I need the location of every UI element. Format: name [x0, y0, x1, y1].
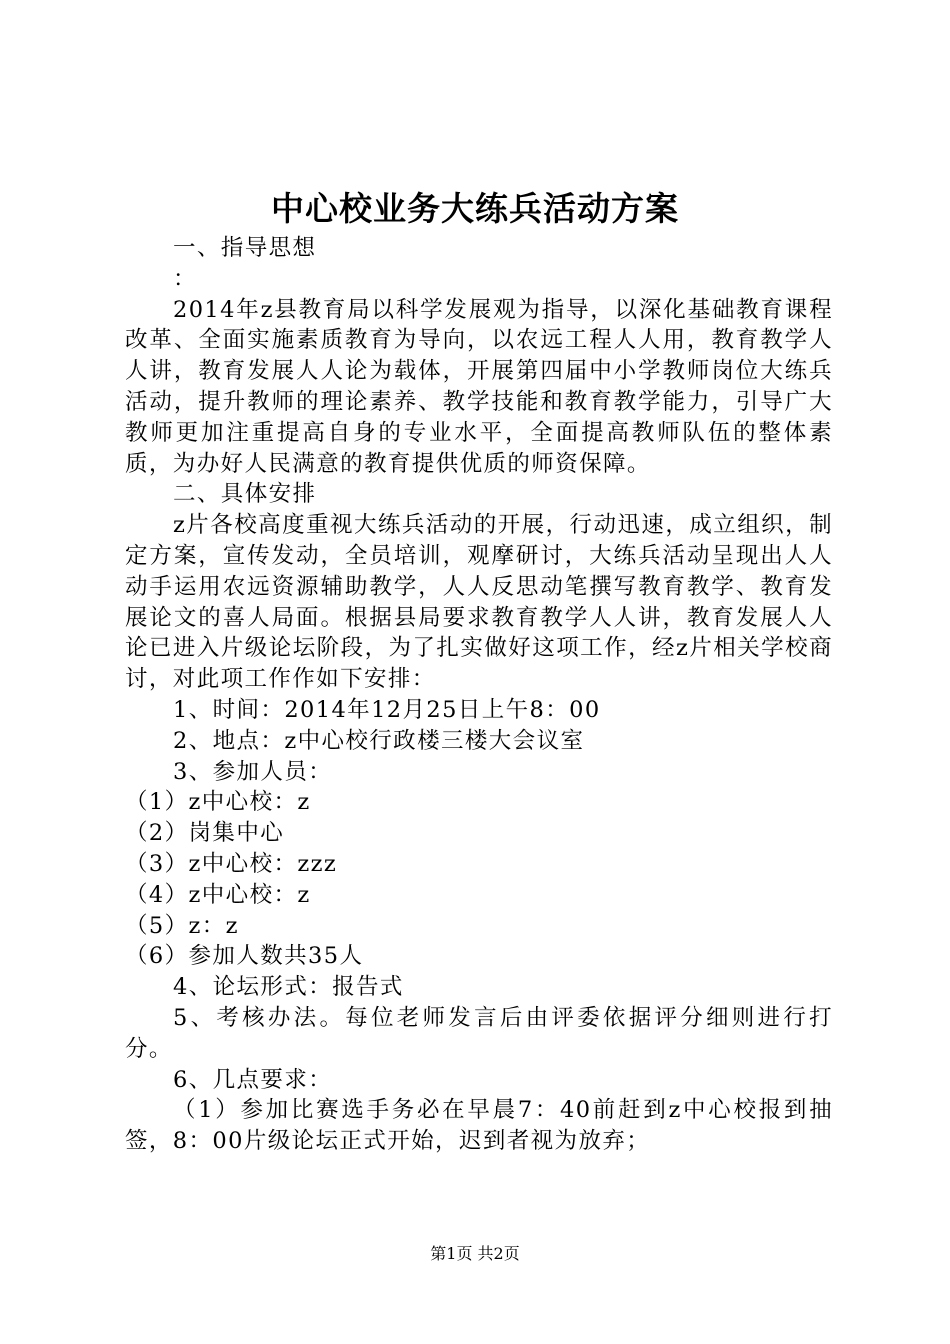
- item-assessment: 5、考核办法。每位老师发言后由评委依据评分细则进行打分。: [125, 1004, 833, 1062]
- item-requirements: 6、几点要求：: [173, 1066, 333, 1093]
- item-time: 1、时间：2014年12月25日上午8：00: [173, 696, 601, 723]
- participant-item-5: （5）z：z: [125, 912, 239, 939]
- section-heading-arrangement: 二、具体安排: [173, 481, 317, 508]
- section-heading-guiding-ideology: 一、指导思想: [173, 235, 317, 261]
- document-title: 中心校业务大练兵活动方案: [271, 189, 679, 228]
- participant-item-2: （2）岗集中心: [125, 820, 285, 847]
- paragraph-arrangement: z片各校高度重视大练兵活动的开展，行动迅速，成立组织，制定方案，宣传发动，全员培训，观摩研讨，大练兵活动呈现出人人动手运用农远资源辅助教学，人人反思动笔撰写教育教学、教育发展论文的喜人局面。根据县局要求教育教学人人讲，教育发展人人论已进入片级论坛阶段，为了扎实做好这项工作，经z片相关学校商讨，对此项工作作如下安排：: [125, 512, 833, 693]
- colon-line: ：: [173, 265, 197, 292]
- item-location: 2、地点：z中心校行政楼三楼大会议室: [173, 727, 585, 754]
- requirement-item-1: （1）参加比赛选手务必在早晨7：40前赶到z中心校报到抽签，8：00片级论坛正式开始，迟到者视为放弃；: [125, 1097, 833, 1155]
- item-participants: 3、参加人员：: [173, 758, 333, 785]
- participant-item-6: （6）参加人数共35人: [125, 943, 364, 970]
- participant-item-3: （3）z中心校：zzz: [125, 850, 338, 877]
- document-body: [125, 233, 833, 1157]
- item-forum-format: 4、论坛形式：报告式: [173, 974, 404, 1001]
- paragraph-guiding-ideology: 2014年z县教育局以科学发展观为指导，以深化基础教育课程改革、全面实施素质教育为导向，以农远工程人人用，教育教学人人讲，教育发展人人论为载体，开展第四届中小学教师岗位大练兵活动，提升教师的理论素养、教学技能和教育教学能力，引导广大教师更加注重提高自身的专业水平，全面提高教师队伍的整体素质，为办好人民满意的教育提供优质的师资保障。: [125, 296, 833, 477]
- participant-item-1: （1）z中心校：z: [125, 789, 311, 816]
- participant-item-4: （4）z中心校：z: [125, 881, 311, 908]
- page-footer: 第1页 共2页: [430, 1244, 520, 1263]
